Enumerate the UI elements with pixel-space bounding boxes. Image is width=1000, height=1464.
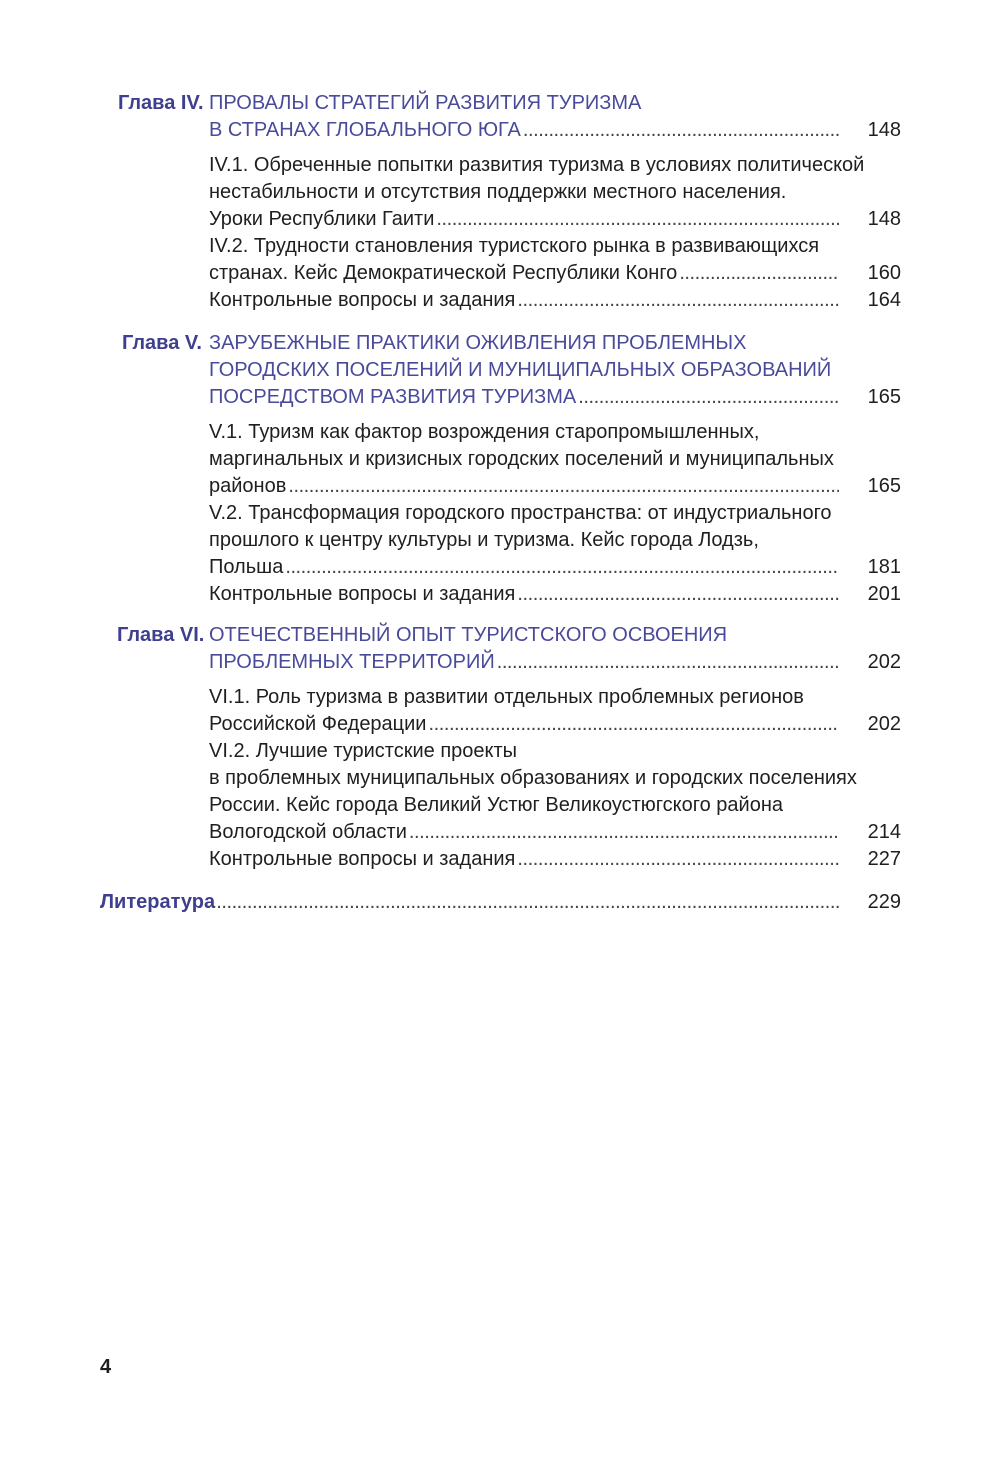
page-number: 229 bbox=[867, 891, 901, 913]
page-folio: 4 bbox=[100, 1356, 112, 1378]
page-number: 202 bbox=[867, 713, 901, 735]
dot-leader bbox=[409, 819, 839, 846]
dot-leader bbox=[523, 117, 839, 144]
chapter-title-entry[interactable] bbox=[209, 384, 901, 411]
dot-leader bbox=[517, 581, 839, 608]
dot-leader bbox=[517, 846, 839, 873]
section-entry[interactable] bbox=[209, 260, 901, 287]
page-number: 165 bbox=[867, 386, 901, 408]
section-line: Уроки Республики Гаити bbox=[209, 208, 435, 230]
section-line: районов bbox=[209, 475, 287, 497]
section-line: Контрольные вопросы и задания bbox=[209, 583, 516, 605]
page-number: 202 bbox=[867, 651, 901, 673]
page-number: 165 bbox=[867, 475, 901, 497]
chapter-title-entry[interactable] bbox=[209, 649, 901, 676]
dot-leader bbox=[285, 554, 839, 581]
section-line: нестабильности и отсутствия поддержки местного населения. bbox=[209, 181, 787, 203]
chapter-label: Глава V. bbox=[122, 332, 202, 354]
chapter-title-line: ПРОБЛЕМНЫХ ТЕРРИТОРИЙ bbox=[209, 651, 495, 673]
chapter-title-entry[interactable] bbox=[209, 117, 901, 144]
section-line: Польша bbox=[209, 556, 284, 578]
section-line: прошлого к центру культуры и туризма. Кейс города Лодзь, bbox=[209, 529, 759, 551]
section-line: IV.1. Обреченные попытки развития туризма в условиях политической bbox=[209, 154, 865, 176]
chapter-title-line: ГОРОДСКИХ ПОСЕЛЕНИЙ И МУНИЦИПАЛЬНЫХ ОБРАЗОВАНИЙ bbox=[209, 359, 832, 381]
section-line: V.1. Туризм как фактор возрождения старопромышленных, bbox=[209, 421, 760, 443]
chapter-title-line: ОТЕЧЕСТВЕННЫЙ ОПЫТ ТУРИСТСКОГО ОСВОЕНИЯ bbox=[209, 624, 728, 646]
section-line: России. Кейс города Великий Устюг Великоустюгского района bbox=[209, 794, 783, 816]
section-line: Контрольные вопросы и задания bbox=[209, 289, 516, 311]
section-line: странах. Кейс Демократической Республики Конго bbox=[209, 262, 678, 284]
dot-leader bbox=[679, 260, 839, 287]
section-entry[interactable] bbox=[209, 206, 901, 233]
section-entry[interactable] bbox=[209, 711, 901, 738]
chapter-title-line: В СТРАНАХ ГЛОБАЛЬНОГО ЮГА bbox=[209, 119, 521, 141]
section-line: VI.1. Роль туризма в развитии отдельных проблемных регионов bbox=[209, 686, 804, 708]
dot-leader bbox=[288, 473, 839, 500]
dot-leader bbox=[578, 384, 839, 411]
section-entry[interactable] bbox=[209, 846, 901, 873]
section-line: маргинальных и кризисных городских поселений и муниципальных bbox=[209, 448, 834, 470]
section-line: Контрольные вопросы и задания bbox=[209, 848, 516, 870]
page-number: 148 bbox=[867, 119, 901, 141]
page-number: 214 bbox=[867, 821, 901, 843]
dot-leader bbox=[497, 649, 839, 676]
dot-leader bbox=[428, 711, 839, 738]
chapter-label: Глава VI. bbox=[117, 624, 205, 646]
section-entry[interactable] bbox=[209, 581, 901, 608]
section-line: Российской Федерации bbox=[209, 713, 427, 735]
section-entry[interactable] bbox=[209, 287, 901, 314]
section-line: в проблемных муниципальных образованиях и городских поселениях bbox=[209, 767, 857, 789]
section-line: IV.2. Трудности становления туристского рынка в развивающихся bbox=[209, 235, 820, 257]
chapter-title-line: ПРОВАЛЫ СТРАТЕГИЙ РАЗВИТИЯ ТУРИЗМА bbox=[209, 92, 642, 114]
page-number: 148 bbox=[867, 208, 901, 230]
dot-leader bbox=[436, 206, 839, 233]
section-line: VI.2. Лучшие туристские проекты bbox=[209, 740, 518, 762]
page-number: 201 bbox=[867, 583, 901, 605]
section-line: V.2. Трансформация городского пространства: от индустриального bbox=[209, 502, 832, 524]
page-number: 164 bbox=[867, 289, 901, 311]
dot-leader bbox=[206, 889, 841, 916]
dot-leader bbox=[517, 287, 839, 314]
chapter-title-line: ПОСРЕДСТВОМ РАЗВИТИЯ ТУРИЗМА bbox=[209, 386, 577, 408]
page-number: 181 bbox=[867, 556, 901, 578]
page-number: 227 bbox=[867, 848, 901, 870]
chapter-label: Глава IV. bbox=[118, 92, 204, 114]
section-entry[interactable] bbox=[209, 473, 901, 500]
page-number: 160 bbox=[867, 262, 901, 284]
chapter-title-line: ЗАРУБЕЖНЫЕ ПРАКТИКИ ОЖИВЛЕНИЯ ПРОБЛЕМНЫХ bbox=[209, 332, 747, 354]
section-line: Вологодской области bbox=[209, 821, 407, 843]
section-entry[interactable] bbox=[209, 554, 901, 581]
section-entry[interactable] bbox=[209, 819, 901, 846]
literature-label[interactable]: Литература bbox=[100, 891, 216, 913]
literature-entry[interactable] bbox=[206, 889, 901, 916]
